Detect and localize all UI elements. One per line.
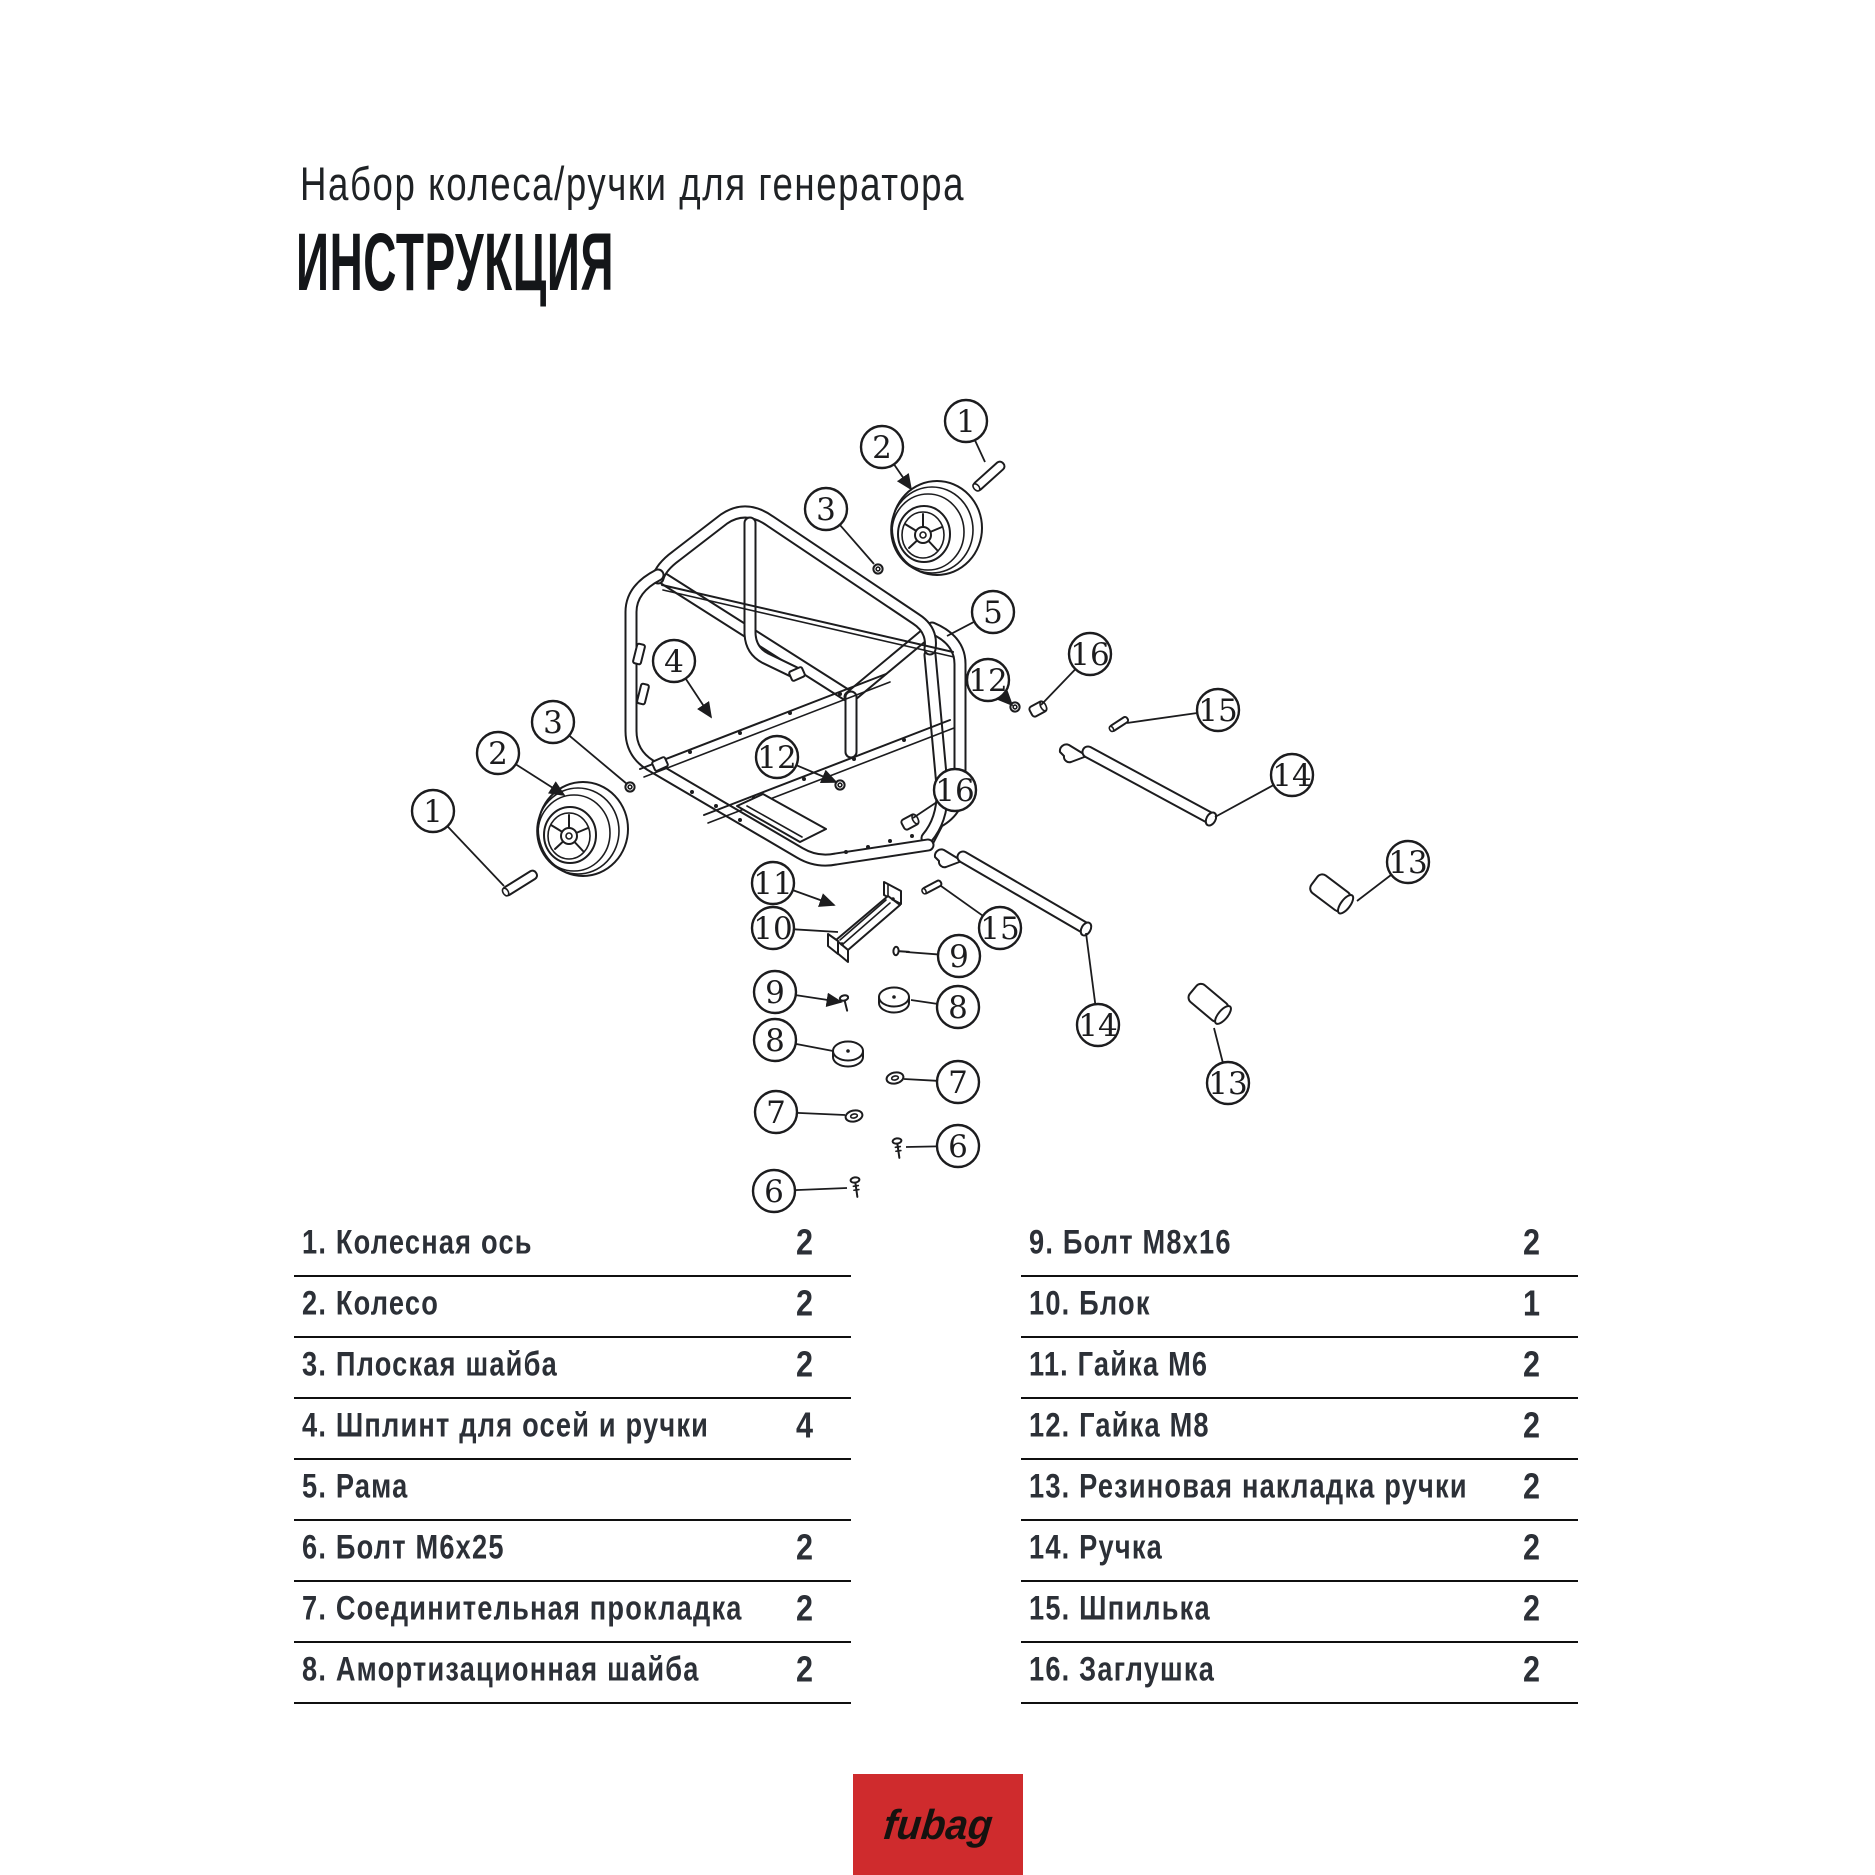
gasket-left — [845, 1109, 864, 1123]
stud-lower — [921, 880, 942, 895]
callout-leader — [793, 890, 834, 905]
flat-washer-right — [873, 564, 882, 573]
callout-number: 12 — [757, 740, 797, 776]
wheel-left — [537, 782, 628, 876]
callout-9 — [906, 935, 980, 977]
grip-right — [1308, 872, 1356, 916]
callout-number: 9 — [949, 939, 969, 975]
axle-pin-right — [971, 460, 1006, 493]
part-qty: 2 — [795, 1526, 813, 1568]
part-label: 3. Плоская шайба — [302, 1344, 558, 1383]
callout-16 — [1041, 633, 1111, 705]
callout-number: 4 — [664, 644, 684, 680]
callout-5 — [947, 591, 1014, 636]
table-row — [1021, 1521, 1578, 1582]
callout-leader — [947, 622, 974, 636]
part-label: 10. Блок — [1029, 1283, 1151, 1322]
table-row — [294, 1582, 851, 1643]
callout-leader — [975, 440, 985, 462]
callout-leader — [447, 826, 504, 886]
part-label: 7. Соединительная прокладка — [302, 1588, 743, 1627]
callout-number: 13 — [1208, 1066, 1248, 1102]
part-label: 5. Рама — [302, 1466, 409, 1505]
part-qty: 2 — [795, 1221, 813, 1263]
table-row — [1021, 1399, 1578, 1460]
callout-number: 3 — [816, 492, 836, 528]
callout-leader — [894, 464, 911, 489]
callout-number: 14 — [1078, 1008, 1118, 1044]
callout-leader — [1041, 669, 1075, 705]
callout-number: 13 — [1388, 845, 1428, 881]
callout-12 — [756, 736, 836, 782]
callout-number: 11 — [753, 866, 793, 902]
bolt-m6-right — [892, 1138, 903, 1159]
callout-number: 5 — [983, 595, 1003, 631]
callout-11 — [752, 862, 834, 905]
part-qty: 4 — [795, 1404, 813, 1446]
part-qty: 2 — [795, 1343, 813, 1385]
callout-leader — [516, 764, 564, 795]
callout-number: 12 — [968, 663, 1008, 699]
part-label: 13. Резиновая накладка ручки — [1029, 1466, 1468, 1505]
callout-leader — [1214, 1028, 1223, 1063]
callout-number: 15 — [1198, 693, 1238, 729]
page-title: ИНСТРУКЦИЯ — [296, 217, 615, 308]
callout-8 — [754, 1019, 833, 1061]
callout-13 — [1207, 1028, 1249, 1104]
part-label: 8. Амортизационная шайба — [302, 1649, 700, 1688]
table-row — [1021, 1277, 1578, 1338]
part-qty: 2 — [795, 1587, 813, 1629]
callout-leader — [906, 952, 938, 954]
part-label: 11. Гайка М6 — [1029, 1344, 1209, 1383]
part-label: 12. Гайка М8 — [1029, 1405, 1210, 1444]
callout-leader — [797, 1113, 845, 1115]
callout-12 — [967, 659, 1012, 705]
table-row — [1021, 1643, 1578, 1704]
part-qty: 2 — [1522, 1587, 1540, 1629]
part-qty: 2 — [1522, 1648, 1540, 1690]
callout-14 — [1077, 933, 1119, 1046]
wheel-right — [891, 481, 982, 575]
part-label: 2. Колесо — [302, 1283, 440, 1322]
callout-number: 14 — [1272, 758, 1312, 794]
table-row — [294, 1399, 851, 1460]
part-qty: 2 — [795, 1648, 813, 1690]
callout-7 — [755, 1091, 845, 1133]
callout-number: 7 — [948, 1065, 968, 1101]
table-row — [1021, 1582, 1578, 1643]
part-label: 4. Шплинт для осей и ручки — [302, 1405, 710, 1444]
part-qty: 2 — [1522, 1404, 1540, 1446]
bolt-m6-left — [850, 1177, 861, 1198]
callout-number: 10 — [753, 911, 793, 947]
nut-m8-inner — [835, 780, 844, 789]
callout-13 — [1357, 841, 1429, 901]
part-qty: 2 — [1522, 1221, 1540, 1263]
part-label: 15. Шпилька — [1029, 1588, 1211, 1627]
callout-leader — [569, 735, 627, 784]
page-subtitle: Набор колеса/ручки для генератора — [300, 157, 966, 210]
callout-14 — [1215, 754, 1313, 817]
gasket-right — [886, 1071, 905, 1085]
callout-4 — [653, 640, 711, 717]
table-row — [1021, 1216, 1578, 1277]
callout-15 — [1127, 689, 1239, 731]
table-row — [294, 1216, 851, 1277]
part-qty: 1 — [1522, 1282, 1540, 1324]
callout-number: 6 — [948, 1129, 968, 1165]
callout-number: 8 — [765, 1023, 785, 1059]
bolt-m8-left — [839, 994, 851, 1011]
callout-leader — [1215, 785, 1274, 817]
table-row — [294, 1460, 851, 1521]
parts-table-right — [1021, 1216, 1578, 1704]
callout-number: 7 — [766, 1095, 786, 1131]
callout-number: 16 — [935, 773, 975, 809]
callout-9 — [754, 971, 841, 1013]
callout-number: 9 — [765, 975, 785, 1011]
table-row — [294, 1521, 851, 1582]
callout-7 — [904, 1061, 979, 1103]
fubag-logo-text: fubag — [881, 1800, 995, 1848]
part-label: 14. Ручка — [1029, 1527, 1163, 1566]
shock-washer-left — [833, 1042, 863, 1067]
callout-number: 1 — [956, 404, 976, 440]
table-row — [294, 1643, 851, 1704]
callout-leader — [795, 1188, 847, 1190]
callout-leader — [796, 1044, 833, 1051]
part-qty: 2 — [1522, 1343, 1540, 1385]
callout-leader — [1086, 933, 1095, 1004]
callout-leader — [686, 679, 711, 717]
part-label: 16. Заглушка — [1029, 1649, 1216, 1688]
callout-leader — [796, 995, 841, 1002]
table-row — [294, 1277, 851, 1338]
plug-right — [1028, 700, 1048, 718]
part-label: 1. Колесная ось — [302, 1222, 533, 1261]
callout-1 — [945, 400, 987, 462]
part-qty: 2 — [795, 1282, 813, 1324]
callout-leader — [904, 1079, 937, 1081]
callout-6 — [753, 1170, 847, 1212]
callout-leader — [911, 1000, 937, 1004]
callout-number: 15 — [980, 911, 1020, 947]
callout-leader — [840, 525, 874, 564]
callout-number: 1 — [423, 794, 443, 830]
grip-lower — [1186, 981, 1234, 1026]
callout-1 — [412, 790, 504, 886]
callout-3 — [532, 701, 627, 784]
callout-8 — [911, 986, 979, 1028]
table-row — [294, 1338, 851, 1399]
table-row — [1021, 1460, 1578, 1521]
callout-number: 6 — [764, 1174, 784, 1210]
callout-6 — [906, 1125, 979, 1167]
parts-table-left — [294, 1216, 851, 1704]
callout-leader — [906, 1146, 937, 1147]
part-qty: 2 — [1522, 1526, 1540, 1568]
callout-2 — [861, 426, 911, 489]
stud-right — [1108, 716, 1129, 732]
axle-pin-left — [501, 869, 539, 897]
callout-leader — [1357, 875, 1391, 901]
callout-number: 2 — [872, 430, 892, 466]
callout-10 — [752, 907, 838, 949]
callout-leader — [941, 886, 983, 916]
table-row — [1021, 1338, 1578, 1399]
part-label: 9. Болт М8х16 — [1029, 1222, 1232, 1261]
fubag-logo — [853, 1774, 1023, 1875]
part-qty: 2 — [1522, 1465, 1540, 1507]
callout-number: 8 — [948, 990, 968, 1026]
callout-number: 3 — [543, 705, 563, 741]
callout-leader — [794, 929, 838, 932]
callout-number: 2 — [488, 736, 508, 772]
callout-number: 16 — [1070, 637, 1110, 673]
shock-washer-right — [879, 988, 909, 1013]
block-bracket — [828, 882, 901, 962]
handle-upper — [1060, 744, 1218, 827]
callout-leader — [1127, 713, 1197, 723]
part-label: 6. Болт М6х25 — [302, 1527, 505, 1566]
